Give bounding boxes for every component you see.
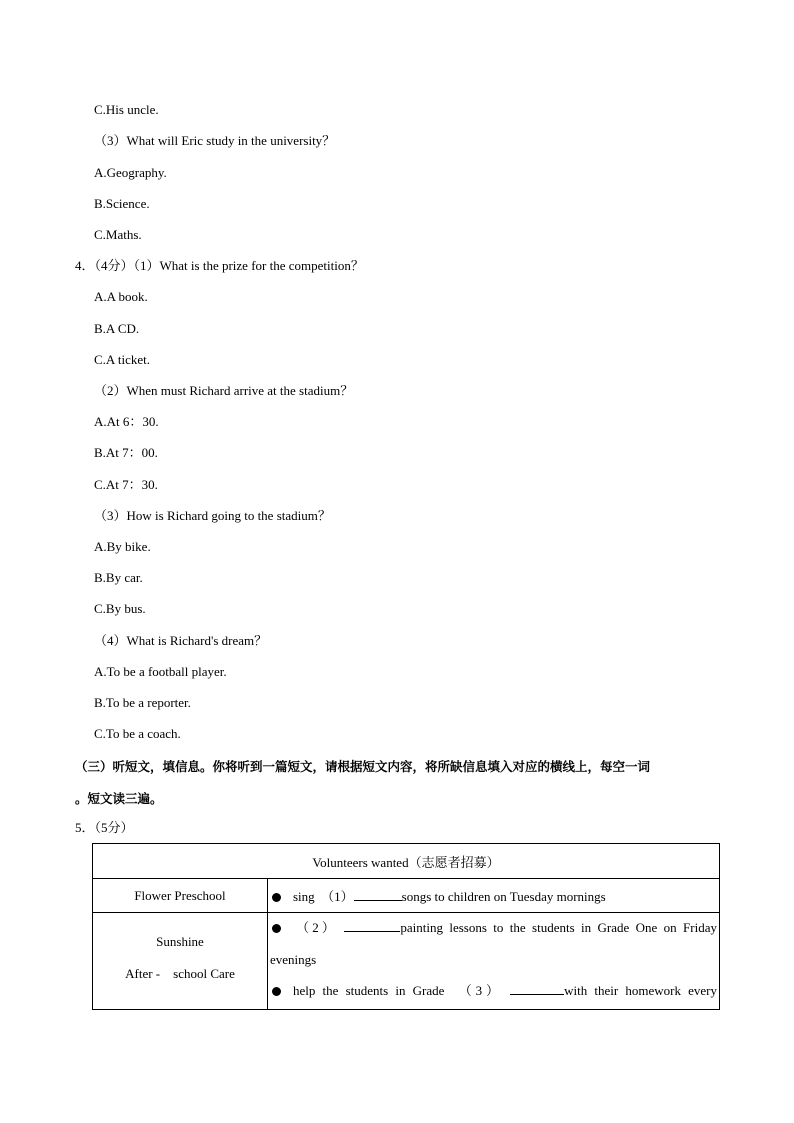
question-number: 4．（4分）: [75, 258, 134, 273]
option-text: C.A ticket.: [94, 352, 150, 367]
option-text: A.At 6：30.: [94, 414, 159, 429]
section-instruction: （三）听短文，填信息。你将听到一篇短文，请根据短文内容，将所缺信息填入对应的横线上，每空一词: [75, 759, 651, 774]
question-text: （4）What is Richard's dream？: [94, 633, 268, 648]
option-text: B.By car.: [94, 570, 143, 585]
option-text: A.Geography.: [94, 165, 167, 180]
bullet-icon: [272, 893, 281, 902]
option-text: A.A book.: [94, 289, 148, 304]
option-text: B.At 7：00.: [94, 445, 158, 460]
place-cell: Sunshine After - school Care: [93, 913, 268, 1010]
option-text: C.To be a coach.: [94, 726, 181, 741]
volunteers-table: [92, 843, 720, 1010]
option-text: A.By bike.: [94, 539, 151, 554]
duty-cell: sing （1） songs to children on Tuesday mornings: [268, 879, 720, 913]
question-header: [75, 258, 364, 274]
option-text: B.A CD.: [94, 321, 140, 336]
place-cell: Flower Preschool: [93, 879, 268, 913]
section-instruction-cont: 。短文读三遍。: [75, 791, 163, 806]
question-number: 5．（5分）: [75, 820, 134, 835]
bullet-icon: [272, 987, 281, 996]
option-text: C.At 7：30.: [94, 477, 158, 492]
question-text: （2）When must Richard arrive at the stadium？: [94, 383, 354, 398]
answer-blank-3[interactable]: [510, 983, 564, 995]
answer-blank-1[interactable]: [354, 889, 402, 901]
duty-cell: （2） painting lessons to the students in Grade One on Friday evenings help the students in Grade （3） with their homework every: [268, 913, 720, 1010]
option-text: B.Science.: [94, 196, 150, 211]
table-row: [93, 913, 720, 1010]
option-text: C.His uncle.: [94, 102, 159, 117]
question-text: （3）What will Eric study in the university？: [94, 133, 336, 148]
question-text: （1）What is the prize for the competition？: [133, 258, 364, 273]
option-text: C.Maths.: [94, 227, 142, 242]
bullet-icon: [272, 924, 281, 933]
table-row: [93, 879, 720, 913]
option-text: C.By bus.: [94, 601, 146, 616]
question-text: （3）How is Richard going to the stadium？: [94, 508, 331, 523]
table-title: Volunteers wanted（志愿者招募）: [93, 844, 720, 879]
option-text: A.To be a football player.: [94, 664, 227, 679]
answer-blank-2[interactable]: [344, 920, 400, 932]
option-text: B.To be a reporter.: [94, 695, 191, 710]
